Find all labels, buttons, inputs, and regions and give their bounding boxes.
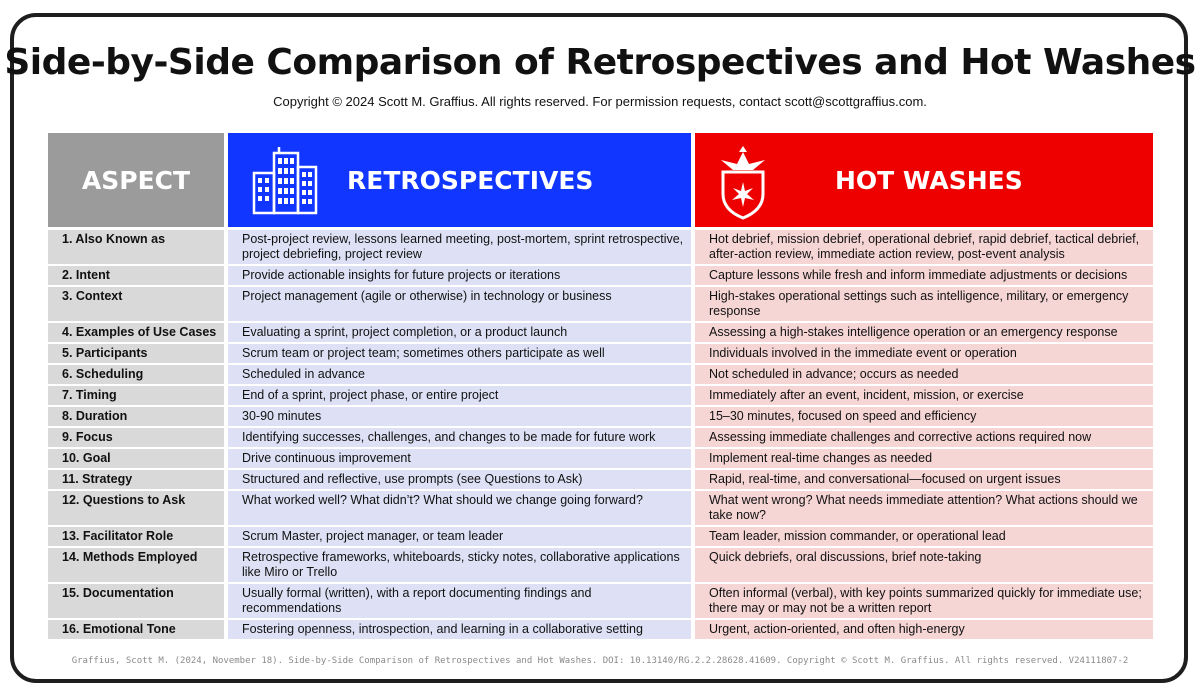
hot-washes-cell: Often informal (verbal), with key points summarized quickly for immediate use; there may or may not be a written report: [695, 584, 1153, 618]
aspect-cell: 14. Methods Employed: [48, 548, 224, 582]
page-title: Side-by-Side Comparison of Retrospectives and Hot Washes: [4, 42, 1196, 83]
hot-washes-cell: Immediately after an event, incident, mission, or exercise: [695, 386, 1153, 405]
aspect-cell: 16. Emotional Tone: [48, 620, 224, 639]
hot-washes-cell: Assessing immediate challenges and corrective actions required now: [695, 428, 1153, 447]
eagle-shield-icon: [717, 144, 769, 220]
retrospectives-cell: Evaluating a sprint, project completion, or a product launch: [228, 323, 691, 342]
aspect-cell: 15. Documentation: [48, 584, 224, 618]
copyright-notice: Copyright © 2024 Scott M. Graffius. All rights reserved. For permission requests, contact scott@scottgraffius.com.: [273, 94, 927, 109]
aspect-cell: 9. Focus: [48, 428, 224, 447]
aspect-cell: 3. Context: [48, 287, 224, 321]
aspect-cell: 5. Participants: [48, 344, 224, 363]
table-row: [48, 449, 1153, 468]
retrospectives-cell: Structured and reflective, use prompts (see Questions to Ask): [228, 470, 691, 489]
hot-washes-cell: Urgent, action-oriented, and often high-energy: [695, 620, 1153, 639]
header-hot-washes-label: HOT WASHES: [835, 165, 1023, 195]
header-retrospectives-label: RETROSPECTIVES: [347, 165, 594, 195]
hot-washes-cell: Assessing a high-stakes intelligence operation or an emergency response: [695, 323, 1153, 342]
hot-washes-cell: Individuals involved in the immediate event or operation: [695, 344, 1153, 363]
table-row: [48, 266, 1153, 285]
retrospectives-cell: Identifying successes, challenges, and changes to be made for future work: [228, 428, 691, 447]
comparison-table: [48, 230, 1153, 641]
table-row: [48, 344, 1153, 363]
aspect-cell: 7. Timing: [48, 386, 224, 405]
table-row: [48, 365, 1153, 384]
aspect-cell: 2. Intent: [48, 266, 224, 285]
hot-washes-cell: What went wrong? What needs immediate attention? What actions should we take now?: [695, 491, 1153, 525]
retrospectives-cell: Scrum team or project team; sometimes others participate as well: [228, 344, 691, 363]
table-row: [48, 386, 1153, 405]
header-retrospectives: [228, 133, 691, 227]
table-row: [48, 584, 1153, 618]
table-row: [48, 407, 1153, 426]
table-row: [48, 470, 1153, 489]
hot-washes-cell: Quick debriefs, oral discussions, brief note-taking: [695, 548, 1153, 582]
table-row: [48, 287, 1153, 321]
table-row: [48, 548, 1153, 582]
hot-washes-cell: Not scheduled in advance; occurs as needed: [695, 365, 1153, 384]
header-hot-washes: [695, 133, 1153, 227]
retrospectives-cell: Post-project review, lessons learned meeting, post-mortem, sprint retrospective, project debriefing, project review: [228, 230, 691, 264]
hot-washes-cell: Hot debrief, mission debrief, operational debrief, rapid debrief, tactical debrief, after-action review, immediate action review, post-event analysis: [695, 230, 1153, 264]
aspect-cell: 6. Scheduling: [48, 365, 224, 384]
aspect-cell: 4. Examples of Use Cases: [48, 323, 224, 342]
retrospectives-cell: Scheduled in advance: [228, 365, 691, 384]
retrospectives-cell: Provide actionable insights for future projects or iterations: [228, 266, 691, 285]
aspect-cell: 11. Strategy: [48, 470, 224, 489]
table-row: [48, 491, 1153, 525]
hot-washes-cell: Rapid, real-time, and conversational—focused on urgent issues: [695, 470, 1153, 489]
hot-washes-cell: 15–30 minutes, focused on speed and efficiency: [695, 407, 1153, 426]
hot-washes-cell: Capture lessons while fresh and inform immediate adjustments or decisions: [695, 266, 1153, 285]
retrospectives-cell: Scrum Master, project manager, or team leader: [228, 527, 691, 546]
table-row: [48, 620, 1153, 639]
hot-washes-cell: Team leader, mission commander, or operational lead: [695, 527, 1153, 546]
table-row: [48, 428, 1153, 447]
retrospectives-cell: Usually formal (written), with a report documenting findings and recommendations: [228, 584, 691, 618]
retrospectives-cell: What worked well? What didn’t? What should we change going forward?: [228, 491, 691, 525]
citation-footer: Graffius, Scott M. (2024, November 18). Side-by-Side Comparison of Retrospectives and Hot Washes. DOI: 10.13140/RG.2.2.28628.41609. Copyright © Scott M. Graffius. All rights reserved. V24111807-2: [71, 656, 1129, 666]
table-row: [48, 230, 1153, 264]
aspect-cell: 1. Also Known as: [48, 230, 224, 264]
aspect-cell: 10. Goal: [48, 449, 224, 468]
header-aspect: [48, 133, 224, 227]
hot-washes-cell: Implement real-time changes as needed: [695, 449, 1153, 468]
header-aspect-label: ASPECT: [81, 165, 191, 195]
retrospectives-cell: End of a sprint, project phase, or entire project: [228, 386, 691, 405]
office-building-icon: [250, 147, 320, 217]
retrospectives-cell: Project management (agile or otherwise) in technology or business: [228, 287, 691, 321]
retrospectives-cell: Fostering openness, introspection, and learning in a collaborative setting: [228, 620, 691, 639]
aspect-cell: 12. Questions to Ask: [48, 491, 224, 525]
table-row: [48, 323, 1153, 342]
hot-washes-cell: High-stakes operational settings such as intelligence, military, or emergency response: [695, 287, 1153, 321]
aspect-cell: 8. Duration: [48, 407, 224, 426]
retrospectives-cell: Retrospective frameworks, whiteboards, sticky notes, collaborative applications like Miro or Trello: [228, 548, 691, 582]
retrospectives-cell: 30-90 minutes: [228, 407, 691, 426]
table-row: [48, 527, 1153, 546]
retrospectives-cell: Drive continuous improvement: [228, 449, 691, 468]
aspect-cell: 13. Facilitator Role: [48, 527, 224, 546]
